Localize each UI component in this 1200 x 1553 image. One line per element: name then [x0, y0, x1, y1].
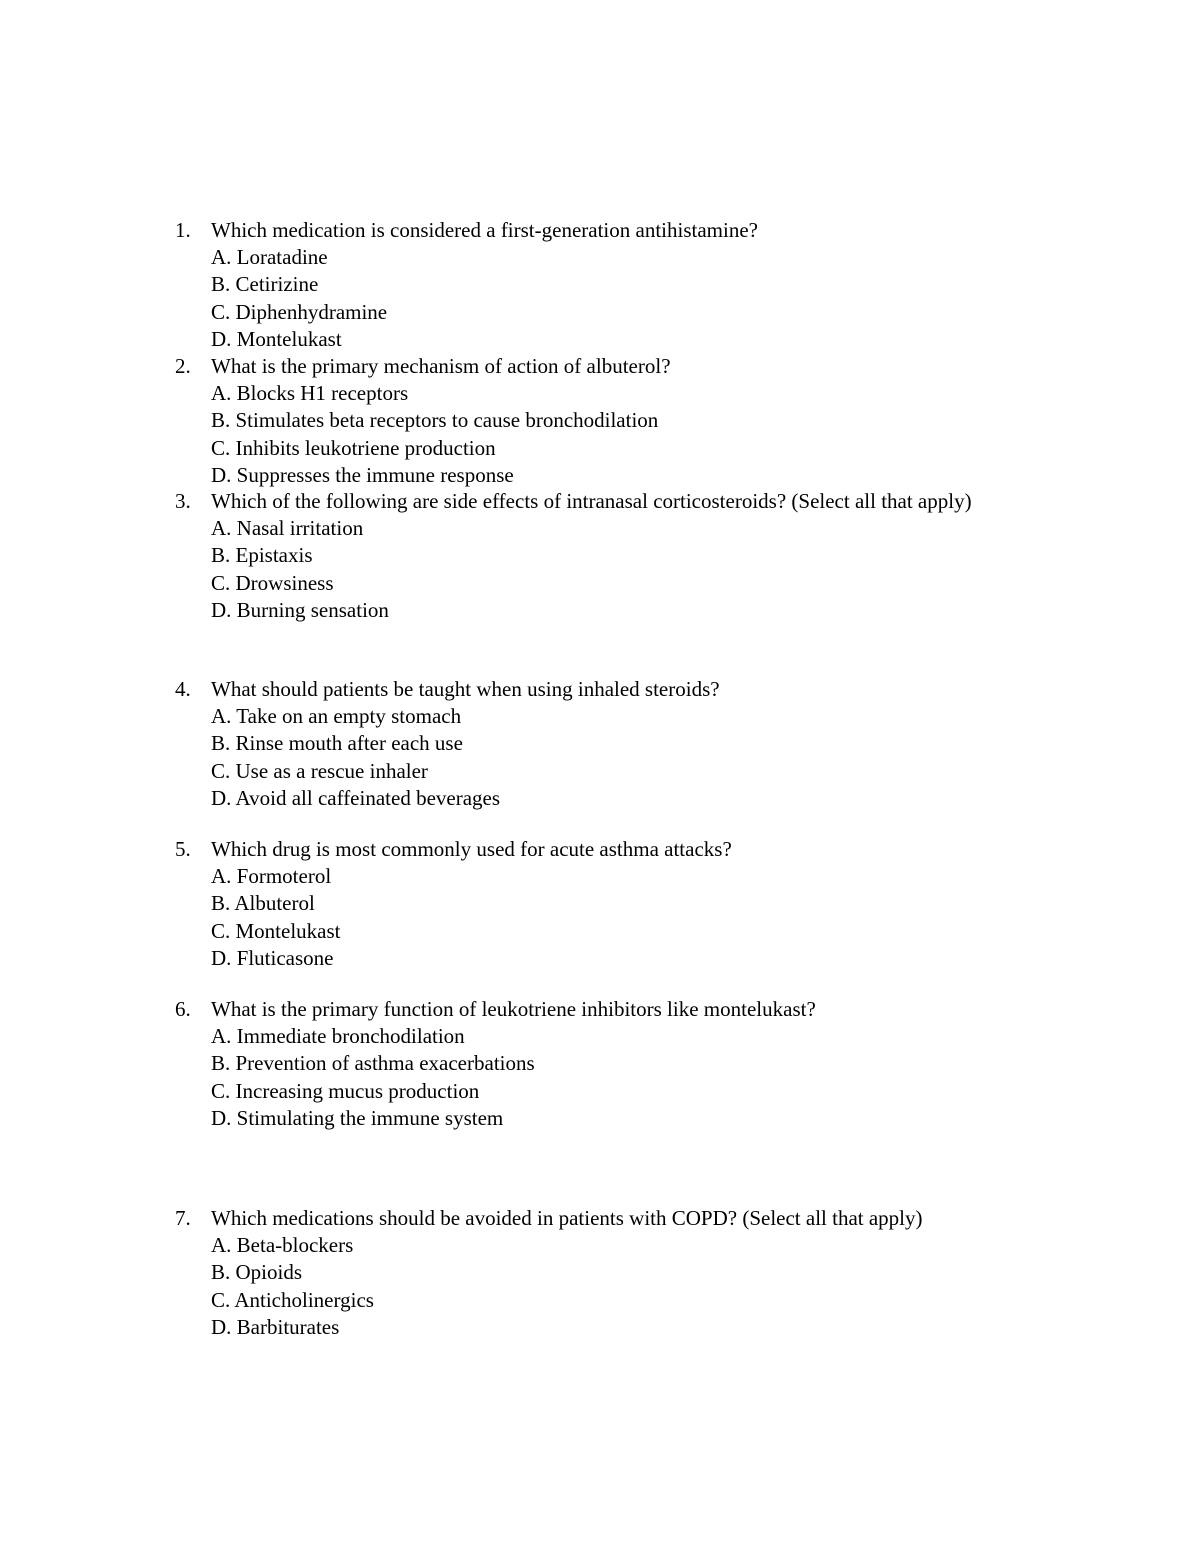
question-text: What is the primary function of leukotriene inhibitors like montelukast?: [211, 997, 816, 1021]
answer-option-d: D. Montelukast: [211, 326, 342, 351]
answer-option-a: A. Beta-blockers: [211, 1233, 354, 1258]
answer-option-b: B. Opioids: [211, 1260, 303, 1285]
answer-option-b: B. Epistaxis: [211, 543, 313, 568]
answer-option-b: B. Cetirizine: [211, 272, 319, 297]
question-body: [211, 1205, 1111, 1341]
answer-option-c: C. Use as a rescue inhaler: [211, 758, 428, 783]
question-number: 3.: [175, 489, 191, 513]
question-number: 1.: [175, 218, 191, 242]
answer-option-b: B. Albuterol: [211, 891, 315, 916]
question-body: [211, 353, 1031, 489]
question-body: [211, 488, 1011, 624]
answer-option-d: D. Barbiturates: [211, 1314, 340, 1339]
question-number: 2.: [175, 354, 191, 378]
answer-option-d: D. Stimulating the immune system: [211, 1105, 504, 1130]
answer-option-b: B. Stimulates beta receptors to cause bronchodilation: [211, 408, 659, 433]
answer-option-c: C. Anticholinergics: [211, 1287, 374, 1312]
answer-option-b: B. Prevention of asthma exacerbations: [211, 1051, 535, 1076]
answer-option-b: B. Rinse mouth after each use: [211, 731, 463, 756]
question-text: Which drug is most commonly used for acute asthma attacks?: [211, 837, 732, 861]
answer-option-c: C. Increasing mucus production: [211, 1078, 480, 1103]
question-body: [211, 676, 1031, 812]
answer-option-a: A. Formoterol: [211, 864, 332, 889]
question-body: [211, 217, 1031, 353]
answer-option-c: C. Inhibits leukotriene production: [211, 435, 496, 460]
answer-option-d: D. Suppresses the immune response: [211, 462, 514, 487]
question-text: Which medication is considered a first-generation antihistamine?: [211, 218, 758, 242]
question-text: What should patients be taught when using inhaled steroids?: [211, 677, 720, 701]
answer-option-a: A. Take on an empty stomach: [211, 704, 462, 729]
question-text: Which of the following are side effects of intranasal corticosteroids? (Select all that apply): [211, 489, 972, 513]
question-number: 5.: [175, 837, 191, 861]
question-text: Which medications should be avoided in patients with COPD? (Select all that apply): [211, 1206, 923, 1230]
question-number: 6.: [175, 997, 191, 1021]
answer-option-d: D. Fluticasone: [211, 945, 334, 970]
question-body: [211, 996, 1031, 1132]
answer-option-d: D. Avoid all caffeinated beverages: [211, 785, 501, 810]
question-number: 4.: [175, 677, 191, 701]
answer-option-c: C. Montelukast: [211, 918, 341, 943]
question-text: What is the primary mechanism of action of albuterol?: [211, 354, 671, 378]
answer-option-c: C. Drowsiness: [211, 570, 334, 595]
answer-option-c: C. Diphenhydramine: [211, 299, 388, 324]
answer-option-a: A. Nasal irritation: [211, 516, 364, 541]
answer-option-a: A. Blocks H1 receptors: [211, 381, 409, 406]
question-number: 7.: [175, 1206, 191, 1230]
answer-option-a: A. Immediate bronchodilation: [211, 1024, 465, 1049]
answer-option-d: D. Burning sensation: [211, 597, 389, 622]
answer-option-a: A. Loratadine: [211, 245, 328, 270]
question-body: [211, 836, 1031, 972]
